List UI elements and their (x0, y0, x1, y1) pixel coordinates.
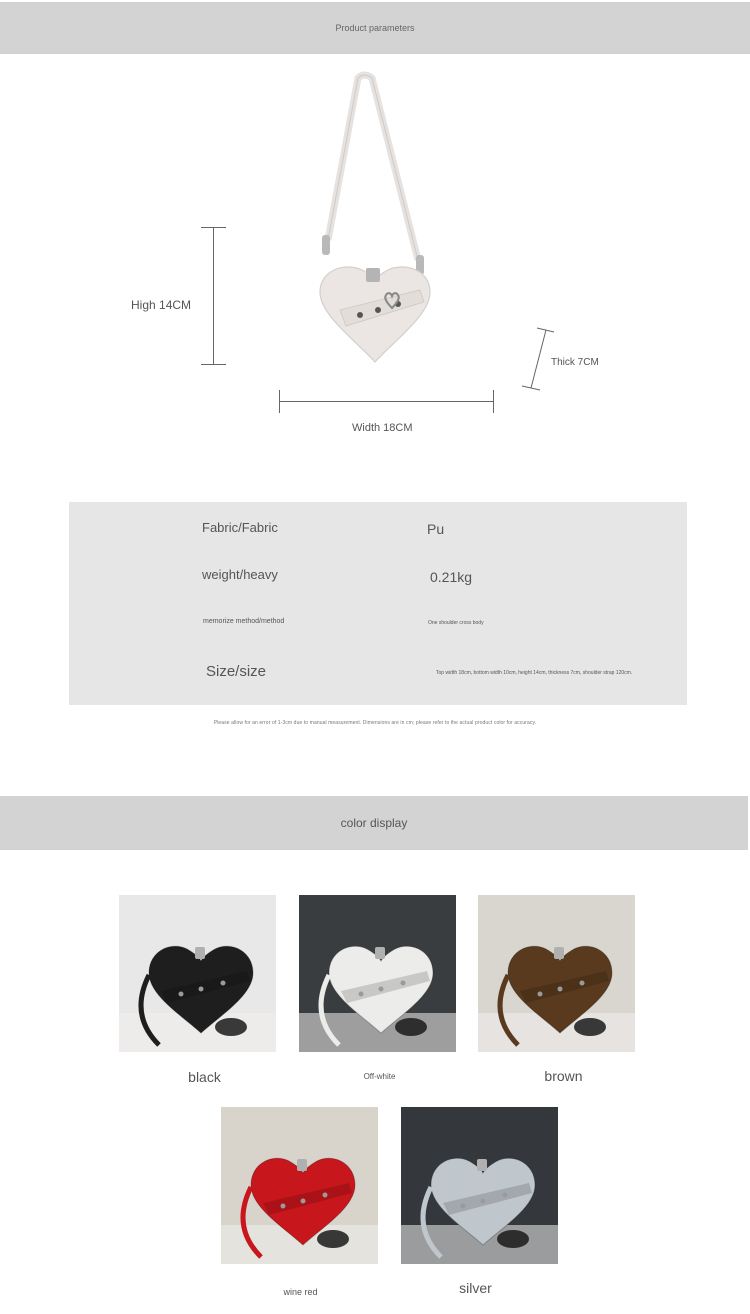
color-swatch-wine-red[interactable] (221, 1107, 378, 1264)
width-label: Width 18CM (352, 422, 413, 434)
height-dimension-cap-bottom (201, 364, 226, 365)
color-label-off-white: Off-white (363, 1072, 396, 1081)
width-dimension-line (279, 401, 494, 402)
bag-stud (503, 1193, 508, 1198)
color-label-brown: brown (544, 1068, 583, 1084)
photo-hand (317, 1230, 349, 1248)
product-parameters-banner (0, 2, 750, 54)
color-swatch-off-white[interactable] (299, 895, 456, 1052)
bag-stud (379, 987, 384, 992)
bag-zipper (477, 1159, 487, 1171)
thickness-label: Thick 7CM (551, 357, 599, 368)
bag-zipper (554, 947, 564, 959)
height-dimension-cap-top (201, 227, 226, 228)
bag-stud (580, 981, 585, 986)
param-value-fabric: Pu (427, 521, 445, 537)
photo-hand (215, 1018, 247, 1036)
param-value-size: Top width 18cm, bottom width 10cm, height 14cm, thickness 7cm, shoulder strap 120cm. (436, 670, 633, 676)
bag-stud (359, 992, 364, 997)
param-value-method: One shoulder cross body (428, 620, 484, 626)
color-label-silver: silver (459, 1280, 492, 1296)
parameter-table (69, 502, 687, 705)
param-label-weight: weight/heavy (202, 567, 278, 582)
bag-stud (401, 981, 406, 986)
product-parameters-title: Product parameters (335, 23, 415, 33)
bag-stud (558, 987, 563, 992)
bag-zipper (195, 947, 205, 959)
param-label-size: Size/size (206, 663, 267, 680)
bag-stud (301, 1199, 306, 1204)
param-value-weight: 0.21kg (430, 569, 473, 585)
bag-zipper (297, 1159, 307, 1171)
color-swatch-silver[interactable] (401, 1107, 558, 1264)
height-label: High 14CM (131, 298, 192, 312)
width-dimension-cap-right (493, 390, 494, 413)
height-dimension-line (213, 227, 214, 365)
bag-stud (281, 1204, 286, 1209)
bag-stud (461, 1204, 466, 1209)
bag-zipper (375, 947, 385, 959)
bag-stud (323, 1193, 328, 1198)
color-swatch-black[interactable] (119, 895, 276, 1052)
param-label-method: memorize method/method (203, 618, 285, 625)
bag-dimension-image (300, 70, 450, 370)
color-label-wine-red: wine red (283, 1287, 318, 1297)
color-display-banner (0, 796, 748, 850)
color-swatch-brown[interactable] (478, 895, 635, 1052)
bag-stud (199, 987, 204, 992)
bag-stud (221, 981, 226, 986)
photo-hand (574, 1018, 606, 1036)
bag-stud (538, 992, 543, 997)
param-label-fabric: Fabric/Fabric (202, 520, 278, 535)
width-dimension-cap-left (279, 390, 280, 413)
color-display-title: color display (340, 816, 408, 830)
measurement-disclaimer: Please allow for an error of 1-3cm due to manual measurement. Dimensions are in cm; please refer to the actual product color for accuracy. (213, 720, 537, 726)
bag-stud (179, 992, 184, 997)
bag-stud (481, 1199, 486, 1204)
photo-hand (395, 1018, 427, 1036)
photo-hand (497, 1230, 529, 1248)
color-label-black: black (188, 1069, 221, 1085)
